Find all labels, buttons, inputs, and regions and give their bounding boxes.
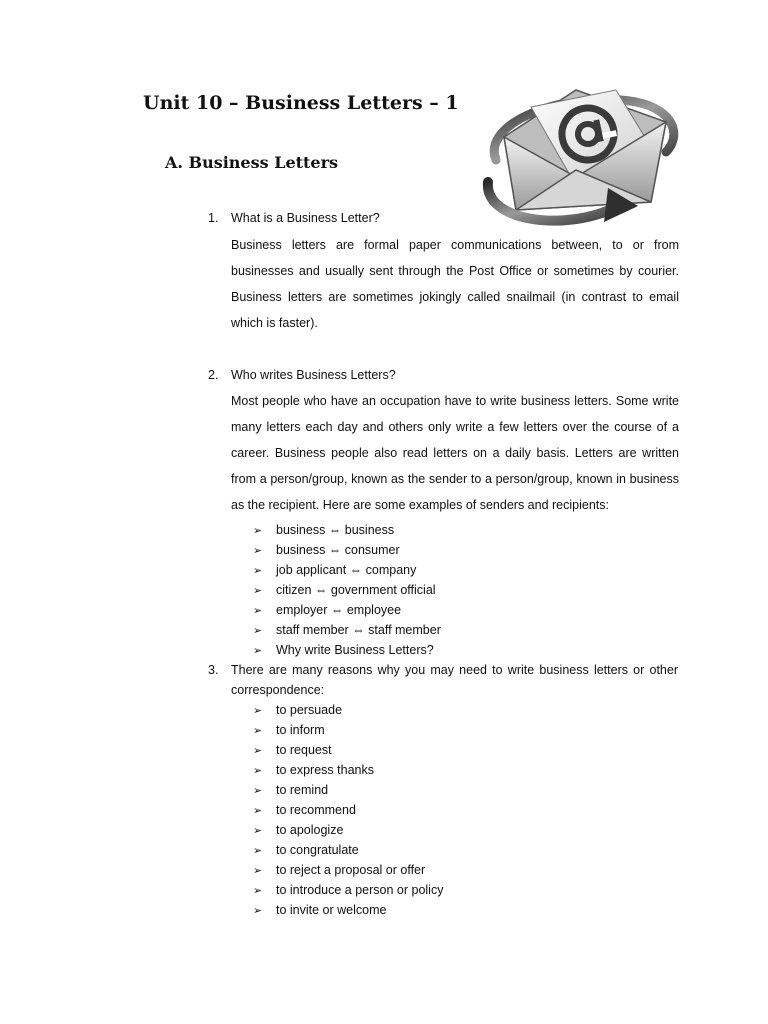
arrow-bullet-icon: ➢ [253,525,263,537]
arrow-bullet-icon: ➢ [253,845,263,857]
list-item: ➢ to invite or welcome [253,900,443,920]
list-item: ➢ to express thanks [253,760,443,780]
question-text: Who writes Business Letters? [231,368,396,382]
list-item: ➢ to introduce a person or policy [253,880,443,900]
arrow-bullet-icon: ➢ [253,625,263,637]
arrow-bullet-icon: ➢ [253,605,263,617]
list-item: ➢ staff member ⇔ staff member [253,620,441,640]
question-number: 3. [208,663,219,677]
arrow-bullet-icon: ➢ [253,565,263,577]
question-text: What is a Business Letter? [231,211,380,225]
list-item: ➢ to reject a proposal or offer [253,860,443,880]
list-item: ➢ business ⇔ consumer [253,540,441,560]
arrow-bullet-icon: ➢ [253,885,263,897]
arrow-bullet-icon: ➢ [253,705,263,717]
list-item: ➢ to apologize [253,820,443,840]
list-item: ➢ Why write Business Letters? [253,640,441,660]
list-item: ➢ employer ⇔ employee [253,600,441,620]
sender-recipient-list [253,520,441,660]
section-heading-a: A. Business Letters [165,153,339,172]
arrow-bullet-icon: ➢ [253,585,263,597]
arrow-bullet-icon: ➢ [253,805,263,817]
answer-1-paragraph: Business letters are formal paper communications between, to or from businesses and usually sent through the Post Office or sometimes by courier. Business letters are sometimes jokingly called snailmail (in contrast to email which is faster). [231,238,679,330]
list-item: ➢ business ⇔ business [253,520,441,540]
list-item: ➢ to remind [253,780,443,800]
list-item: ➢ job applicant ⇔ company [253,560,441,580]
reasons-list [253,700,443,920]
arrow-bullet-icon: ➢ [253,785,263,797]
arrow-bullet-icon: ➢ [253,865,263,877]
list-item: ➢ to congratulate [253,840,443,860]
list-item: ➢ to request [253,740,443,760]
list-item: ➢ to inform [253,720,443,740]
list-item: ➢ to recommend [253,800,443,820]
answer-2-paragraph: Most people who have an occupation have to write business letters. Some write many letters each day and others only write a few letters over the course of a career. Business people also read letters on a daily basis. Letters are written from a person/group, known as the sender to a person/group, known in business as the recipient. Here are some examples of senders and recipients: [231,394,679,512]
list-item: ➢ to persuade [253,700,443,720]
email-at-envelope-icon [476,82,686,230]
arrow-bullet-icon: ➢ [253,645,263,657]
arrow-bullet-icon: ➢ [253,725,263,737]
list-item: ➢ citizen ⇔ government official [253,580,441,600]
arrow-bullet-icon: ➢ [253,825,263,837]
arrow-bullet-icon: ➢ [253,905,263,917]
question-number: 1. [208,211,219,225]
arrow-bullet-icon: ➢ [253,765,263,777]
question-number: 2. [208,368,219,382]
question-text: There are many reasons why you may need to write business letters or other correspondence: [231,663,678,697]
page-title: Unit 10 – Business Letters – 1 [143,92,459,114]
arrow-bullet-icon: ➢ [253,745,263,757]
arrow-bullet-icon: ➢ [253,545,263,557]
